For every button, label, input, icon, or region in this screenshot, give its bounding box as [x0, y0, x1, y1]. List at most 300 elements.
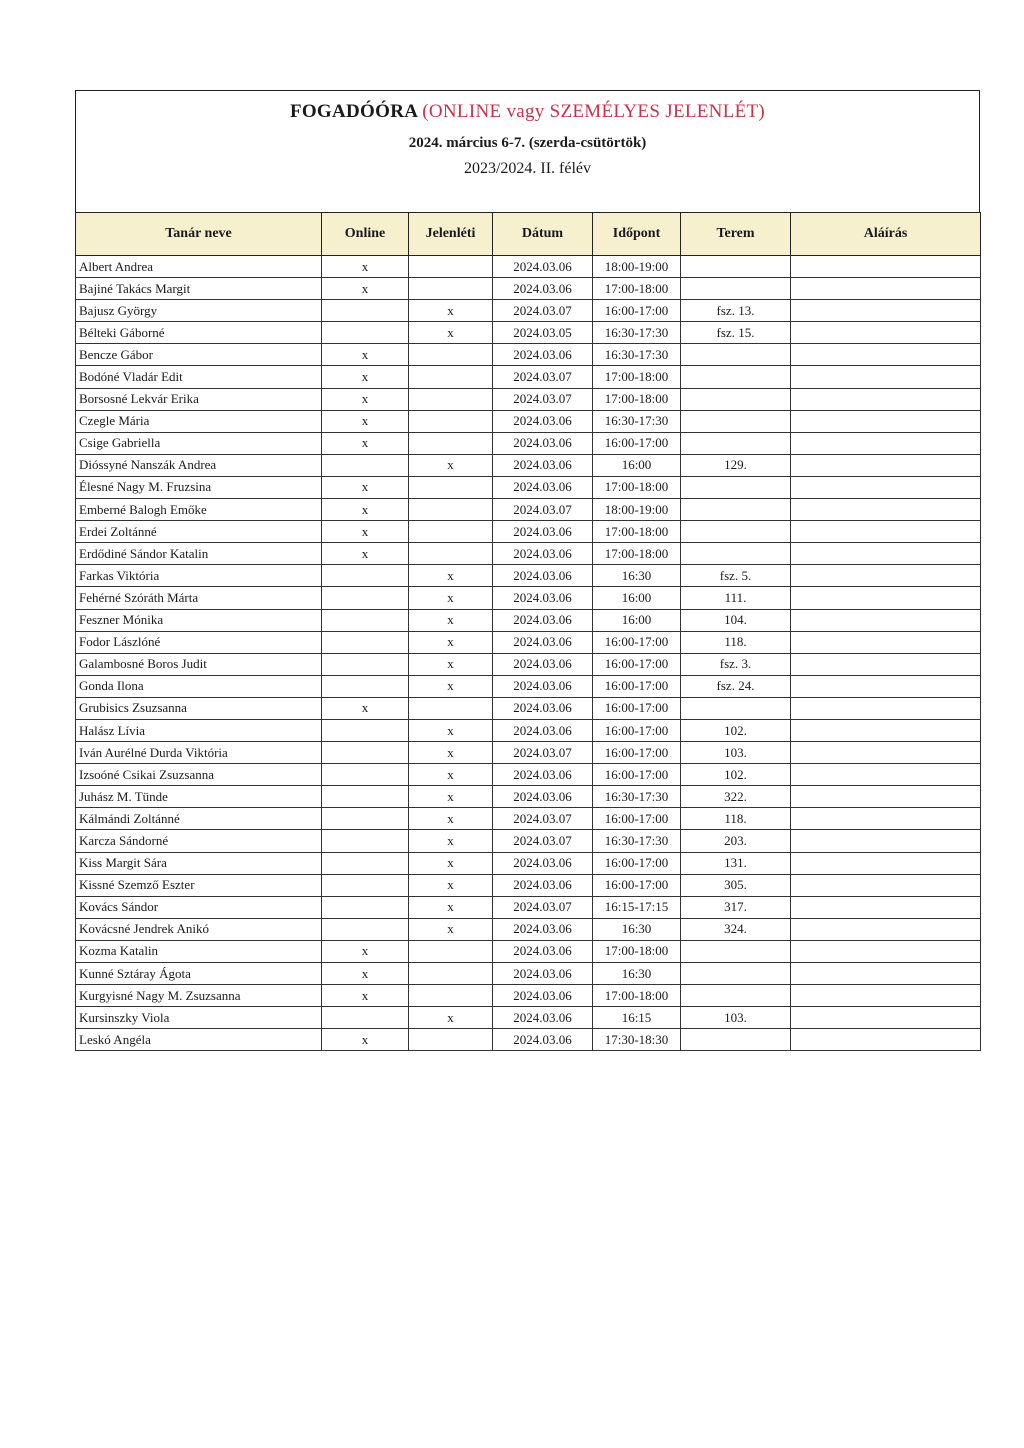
signature-cell [791, 476, 981, 498]
datum-cell: 2024.03.06 [493, 697, 593, 719]
datum-cell: 2024.03.06 [493, 454, 593, 476]
datum-cell: 2024.03.07 [493, 896, 593, 918]
col-header-online: Online [322, 213, 409, 256]
name-cell: Kursinszky Viola [76, 1007, 322, 1029]
terem-cell [681, 521, 791, 543]
name-cell: Kurgyisné Nagy M. Zsuzsanna [76, 985, 322, 1007]
date-line: 2024. március 6-7. (szerda-csütörtök) [408, 135, 647, 151]
table-row [76, 1007, 981, 1029]
terem-cell [681, 963, 791, 985]
jelenleti-cell: x [409, 764, 493, 786]
datum-cell: 2024.03.06 [493, 918, 593, 940]
jelenleti-cell [409, 256, 493, 278]
name-cell: Bajusz György [76, 300, 322, 322]
online-cell [322, 565, 409, 587]
idopont-cell: 16:30-17:30 [593, 410, 681, 432]
signature-cell [791, 454, 981, 476]
idopont-cell: 17:00-18:00 [593, 278, 681, 300]
table-row [76, 808, 981, 830]
jelenleti-cell: x [409, 742, 493, 764]
name-cell: Fehérné Szóráth Márta [76, 587, 322, 609]
table-row [76, 410, 981, 432]
jelenleti-cell [409, 521, 493, 543]
signature-cell [791, 874, 981, 896]
idopont-cell: 16:00-17:00 [593, 300, 681, 322]
datum-cell: 2024.03.06 [493, 985, 593, 1007]
table-row [76, 587, 981, 609]
datum-cell: 2024.03.06 [493, 410, 593, 432]
online-cell [322, 587, 409, 609]
jelenleti-cell: x [409, 609, 493, 631]
name-cell: Bencze Gábor [76, 344, 322, 366]
online-cell: x [322, 366, 409, 388]
name-cell: Leskó Angéla [76, 1029, 322, 1051]
terem-cell: 103. [681, 1007, 791, 1029]
idopont-cell: 16:00-17:00 [593, 675, 681, 697]
table-row [76, 697, 981, 719]
table-row [76, 963, 981, 985]
terem-cell: 203. [681, 830, 791, 852]
online-cell: x [322, 278, 409, 300]
table-row [76, 1029, 981, 1051]
table-row [76, 388, 981, 410]
online-cell: x [322, 476, 409, 498]
online-cell [322, 808, 409, 830]
terem-cell [681, 410, 791, 432]
name-cell: Karcza Sándorné [76, 830, 322, 852]
table-row [76, 940, 981, 962]
idopont-cell: 16:15-17:15 [593, 896, 681, 918]
table-row [76, 454, 981, 476]
name-cell: Csige Gabriella [76, 432, 322, 454]
name-cell: Kunné Sztáray Ágota [76, 963, 322, 985]
online-cell [322, 742, 409, 764]
terem-cell: 118. [681, 631, 791, 653]
jelenleti-cell [409, 388, 493, 410]
jelenleti-cell: x [409, 719, 493, 741]
col-header-jelenleti: Jelenléti [409, 213, 493, 256]
jelenleti-cell [409, 1029, 493, 1051]
schedule-table [75, 212, 981, 1051]
table-row [76, 322, 981, 344]
online-cell: x [322, 940, 409, 962]
terem-cell [681, 432, 791, 454]
table-row [76, 830, 981, 852]
term-line: 2023/2024. II. félév [463, 160, 592, 177]
table-row [76, 366, 981, 388]
datum-cell: 2024.03.07 [493, 742, 593, 764]
name-cell: Juhász M. Tünde [76, 786, 322, 808]
jelenleti-cell: x [409, 808, 493, 830]
name-cell: Gonda Ilona [76, 675, 322, 697]
table-row [76, 896, 981, 918]
datum-cell: 2024.03.06 [493, 874, 593, 896]
table-row [76, 675, 981, 697]
schedule-sheet [75, 90, 980, 1051]
online-cell: x [322, 963, 409, 985]
terem-cell: 103. [681, 742, 791, 764]
online-cell: x [322, 256, 409, 278]
idopont-cell: 17:00-18:00 [593, 388, 681, 410]
table-row [76, 786, 981, 808]
table-row [76, 565, 981, 587]
signature-cell [791, 499, 981, 521]
table-row [76, 499, 981, 521]
terem-cell [681, 1029, 791, 1051]
jelenleti-cell: x [409, 1007, 493, 1029]
jelenleti-cell: x [409, 874, 493, 896]
signature-cell [791, 543, 981, 565]
header-box [75, 90, 980, 212]
terem-cell: 102. [681, 764, 791, 786]
datum-cell: 2024.03.07 [493, 388, 593, 410]
terem-cell: fsz. 5. [681, 565, 791, 587]
datum-cell: 2024.03.06 [493, 521, 593, 543]
terem-cell: 129. [681, 454, 791, 476]
idopont-cell: 17:00-18:00 [593, 940, 681, 962]
signature-cell [791, 808, 981, 830]
online-cell [322, 874, 409, 896]
jelenleti-cell: x [409, 454, 493, 476]
online-cell: x [322, 985, 409, 1007]
online-cell: x [322, 344, 409, 366]
name-cell: Kovács Sándor [76, 896, 322, 918]
online-cell: x [322, 1029, 409, 1051]
terem-cell [681, 278, 791, 300]
online-cell: x [322, 410, 409, 432]
name-cell: Izsoóné Csikai Zsuzsanna [76, 764, 322, 786]
jelenleti-cell: x [409, 852, 493, 874]
jelenleti-cell: x [409, 300, 493, 322]
terem-cell [681, 985, 791, 1007]
table-row [76, 874, 981, 896]
signature-cell [791, 256, 981, 278]
name-cell: Albert Andrea [76, 256, 322, 278]
table-row [76, 256, 981, 278]
datum-cell: 2024.03.06 [493, 256, 593, 278]
name-cell: Erdei Zoltánné [76, 521, 322, 543]
table-row [76, 609, 981, 631]
idopont-cell: 16:00-17:00 [593, 808, 681, 830]
idopont-cell: 18:00-19:00 [593, 499, 681, 521]
idopont-cell: 16:00-17:00 [593, 697, 681, 719]
idopont-cell: 16:00-17:00 [593, 432, 681, 454]
idopont-cell: 16:00 [593, 587, 681, 609]
datum-cell: 2024.03.07 [493, 300, 593, 322]
signature-cell [791, 609, 981, 631]
terem-cell [681, 388, 791, 410]
signature-cell [791, 830, 981, 852]
table-row [76, 300, 981, 322]
idopont-cell: 16:30 [593, 565, 681, 587]
signature-cell [791, 388, 981, 410]
name-cell: Farkas Viktória [76, 565, 322, 587]
name-cell: Kissné Szemző Eszter [76, 874, 322, 896]
online-cell [322, 322, 409, 344]
name-cell: Galambosné Boros Judit [76, 653, 322, 675]
signature-cell [791, 764, 981, 786]
idopont-cell: 16:15 [593, 1007, 681, 1029]
terem-cell: 104. [681, 609, 791, 631]
idopont-cell: 17:00-18:00 [593, 543, 681, 565]
jelenleti-cell: x [409, 830, 493, 852]
name-cell: Emberné Balogh Emőke [76, 499, 322, 521]
name-cell: Borsosné Lekvár Erika [76, 388, 322, 410]
datum-cell: 2024.03.06 [493, 344, 593, 366]
idopont-cell: 16:30 [593, 963, 681, 985]
col-header-idopont: Időpont [593, 213, 681, 256]
signature-cell [791, 896, 981, 918]
datum-cell: 2024.03.06 [493, 432, 593, 454]
jelenleti-cell [409, 410, 493, 432]
datum-cell: 2024.03.06 [493, 1007, 593, 1029]
online-cell [322, 609, 409, 631]
name-cell: Dióssyné Nanszák Andrea [76, 454, 322, 476]
jelenleti-cell [409, 366, 493, 388]
datum-cell: 2024.03.06 [493, 719, 593, 741]
jelenleti-cell [409, 499, 493, 521]
jelenleti-cell: x [409, 565, 493, 587]
datum-cell: 2024.03.06 [493, 852, 593, 874]
signature-cell [791, 366, 981, 388]
online-cell [322, 631, 409, 653]
jelenleti-cell [409, 344, 493, 366]
datum-cell: 2024.03.06 [493, 653, 593, 675]
signature-cell [791, 1007, 981, 1029]
signature-cell [791, 278, 981, 300]
signature-cell [791, 697, 981, 719]
datum-cell: 2024.03.07 [493, 366, 593, 388]
signature-cell [791, 322, 981, 344]
signature-cell [791, 653, 981, 675]
jelenleti-cell [409, 697, 493, 719]
name-cell: Iván Aurélné Durda Viktória [76, 742, 322, 764]
table-row [76, 543, 981, 565]
datum-cell: 2024.03.06 [493, 963, 593, 985]
table-row [76, 918, 981, 940]
idopont-cell: 16:00 [593, 609, 681, 631]
idopont-cell: 17:00-18:00 [593, 521, 681, 543]
col-header-datum: Dátum [493, 213, 593, 256]
table-row [76, 521, 981, 543]
datum-cell: 2024.03.06 [493, 675, 593, 697]
terem-cell [681, 543, 791, 565]
terem-cell: 324. [681, 918, 791, 940]
name-cell: Bajiné Takács Margit [76, 278, 322, 300]
signature-cell [791, 675, 981, 697]
online-cell [322, 896, 409, 918]
name-cell: Kiss Margit Sára [76, 852, 322, 874]
jelenleti-cell: x [409, 322, 493, 344]
jelenleti-cell [409, 963, 493, 985]
jelenleti-cell: x [409, 653, 493, 675]
signature-cell [791, 1029, 981, 1051]
online-cell [322, 918, 409, 940]
idopont-cell: 16:00-17:00 [593, 874, 681, 896]
online-cell: x [322, 697, 409, 719]
idopont-cell: 16:30-17:30 [593, 322, 681, 344]
col-header-alairas: Aláírás [791, 213, 981, 256]
jelenleti-cell [409, 985, 493, 1007]
table-body [76, 256, 981, 1051]
terem-cell [681, 366, 791, 388]
idopont-cell: 16:30-17:30 [593, 344, 681, 366]
jelenleti-cell [409, 278, 493, 300]
online-cell [322, 675, 409, 697]
signature-cell [791, 963, 981, 985]
idopont-cell: 16:00-17:00 [593, 742, 681, 764]
name-cell: Bélteki Gáborné [76, 322, 322, 344]
name-cell: Grubisics Zsuzsanna [76, 697, 322, 719]
idopont-cell: 16:00-17:00 [593, 719, 681, 741]
terem-cell: fsz. 15. [681, 322, 791, 344]
terem-cell: fsz. 3. [681, 653, 791, 675]
idopont-cell: 17:00-18:00 [593, 476, 681, 498]
signature-cell [791, 940, 981, 962]
idopont-cell: 17:30-18:30 [593, 1029, 681, 1051]
datum-cell: 2024.03.06 [493, 278, 593, 300]
terem-cell [681, 344, 791, 366]
online-cell [322, 300, 409, 322]
table-row [76, 278, 981, 300]
terem-cell [681, 476, 791, 498]
online-cell: x [322, 388, 409, 410]
datum-cell: 2024.03.06 [493, 476, 593, 498]
datum-cell: 2024.03.05 [493, 322, 593, 344]
idopont-cell: 16:30-17:30 [593, 830, 681, 852]
online-cell [322, 830, 409, 852]
name-cell: Erdődiné Sándor Katalin [76, 543, 322, 565]
table-header-row [76, 213, 981, 256]
table-row [76, 432, 981, 454]
signature-cell [791, 300, 981, 322]
signature-cell [791, 719, 981, 741]
name-cell: Halász Lívia [76, 719, 322, 741]
terem-cell: 131. [681, 852, 791, 874]
name-cell: Feszner Mónika [76, 609, 322, 631]
datum-cell: 2024.03.06 [493, 764, 593, 786]
terem-cell: 102. [681, 719, 791, 741]
terem-cell: 317. [681, 896, 791, 918]
jelenleti-cell: x [409, 896, 493, 918]
jelenleti-cell: x [409, 918, 493, 940]
datum-cell: 2024.03.06 [493, 786, 593, 808]
datum-cell: 2024.03.07 [493, 808, 593, 830]
idopont-cell: 16:30-17:30 [593, 786, 681, 808]
jelenleti-cell [409, 940, 493, 962]
table-row [76, 631, 981, 653]
online-cell [322, 1007, 409, 1029]
name-cell: Kovácsné Jendrek Anikó [76, 918, 322, 940]
idopont-cell: 16:00 [593, 454, 681, 476]
idopont-cell: 16:00-17:00 [593, 653, 681, 675]
table-row [76, 852, 981, 874]
name-cell: Bodóné Vladár Edit [76, 366, 322, 388]
idopont-cell: 17:00-18:00 [593, 985, 681, 1007]
jelenleti-cell: x [409, 587, 493, 609]
col-header-name: Tanár neve [76, 213, 322, 256]
terem-cell: 322. [681, 786, 791, 808]
signature-cell [791, 918, 981, 940]
terem-cell: 111. [681, 587, 791, 609]
datum-cell: 2024.03.06 [493, 543, 593, 565]
jelenleti-cell: x [409, 631, 493, 653]
online-cell: x [322, 543, 409, 565]
terem-cell: fsz. 24. [681, 675, 791, 697]
table-row [76, 344, 981, 366]
idopont-cell: 17:00-18:00 [593, 366, 681, 388]
idopont-cell: 16:00-17:00 [593, 764, 681, 786]
signature-cell [791, 631, 981, 653]
name-cell: Fodor Lászlóné [76, 631, 322, 653]
terem-cell [681, 940, 791, 962]
name-cell: Kálmándi Zoltánné [76, 808, 322, 830]
online-cell [322, 764, 409, 786]
online-cell [322, 653, 409, 675]
table-row [76, 764, 981, 786]
signature-cell [791, 742, 981, 764]
datum-cell: 2024.03.06 [493, 1029, 593, 1051]
online-cell [322, 454, 409, 476]
jelenleti-cell: x [409, 675, 493, 697]
table-row [76, 742, 981, 764]
name-cell: Kozma Katalin [76, 940, 322, 962]
jelenleti-cell [409, 476, 493, 498]
terem-cell: fsz. 13. [681, 300, 791, 322]
online-cell: x [322, 432, 409, 454]
online-cell [322, 719, 409, 741]
online-cell [322, 852, 409, 874]
datum-cell: 2024.03.06 [493, 587, 593, 609]
online-cell: x [322, 499, 409, 521]
online-cell: x [322, 521, 409, 543]
signature-cell [791, 786, 981, 808]
datum-cell: 2024.03.06 [493, 609, 593, 631]
jelenleti-cell: x [409, 786, 493, 808]
title-accent: (ONLINE vagy SZEMÉLYES JELENLÉT) [422, 101, 766, 122]
table-row [76, 476, 981, 498]
table-row [76, 653, 981, 675]
signature-cell [791, 852, 981, 874]
signature-cell [791, 521, 981, 543]
datum-cell: 2024.03.06 [493, 631, 593, 653]
col-header-terem: Terem [681, 213, 791, 256]
terem-cell: 118. [681, 808, 791, 830]
title-main: FOGADÓÓRA [289, 101, 418, 122]
terem-cell [681, 697, 791, 719]
table-row [76, 985, 981, 1007]
signature-cell [791, 565, 981, 587]
page-title [76, 91, 979, 123]
signature-cell [791, 587, 981, 609]
datum-cell: 2024.03.06 [493, 565, 593, 587]
terem-cell [681, 499, 791, 521]
idopont-cell: 16:30 [593, 918, 681, 940]
signature-cell [791, 985, 981, 1007]
datum-cell: 2024.03.06 [493, 940, 593, 962]
name-cell: Élesné Nagy M. Fruzsina [76, 476, 322, 498]
table-row [76, 719, 981, 741]
datum-cell: 2024.03.07 [493, 830, 593, 852]
jelenleti-cell [409, 432, 493, 454]
name-cell: Czegle Mária [76, 410, 322, 432]
idopont-cell: 16:00-17:00 [593, 631, 681, 653]
datum-cell: 2024.03.07 [493, 499, 593, 521]
idopont-cell: 16:00-17:00 [593, 852, 681, 874]
terem-cell [681, 256, 791, 278]
signature-cell [791, 432, 981, 454]
idopont-cell: 18:00-19:00 [593, 256, 681, 278]
